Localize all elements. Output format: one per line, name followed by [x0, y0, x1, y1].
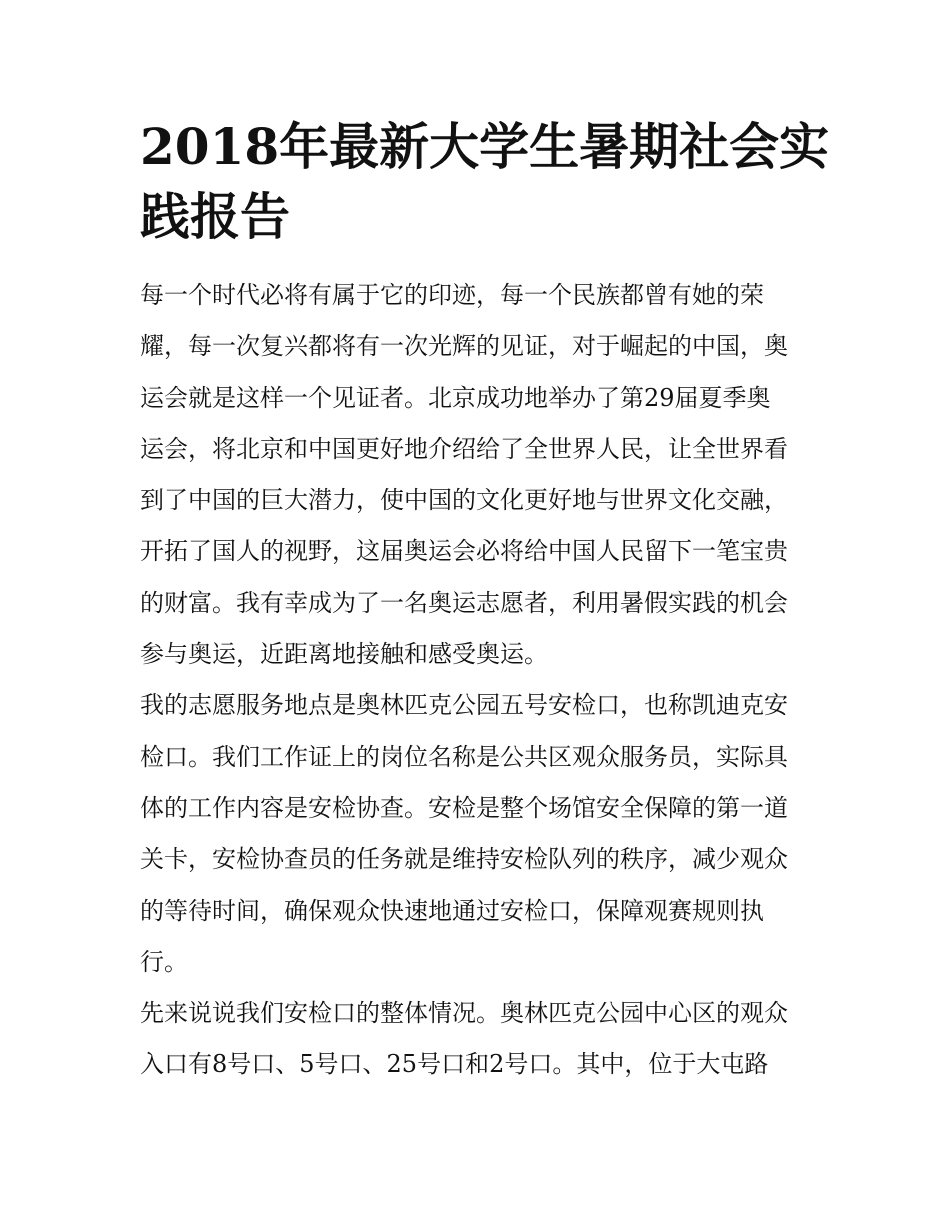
body-line: 运会，将北京和中国更好地介绍给了全世界人民，让全世界看 — [140, 434, 788, 463]
document-body — [140, 270, 812, 1091]
body-line: 耀，每一次复兴都将有一次光辉的见证，对于崛起的中国，奥 — [140, 332, 788, 361]
document-title — [140, 112, 830, 252]
body-line: 到了中国的巨大潜力，使中国的文化更好地与世界文化交融， — [140, 486, 788, 515]
body-line: 我的志愿服务地点是奥林匹克公园五号安检口，也称凯迪克安 — [140, 691, 788, 720]
body-line: 体的工作内容是安检协查。安检是整个场馆安全保障的第一道 — [140, 793, 788, 822]
body-line: 运会就是这样一个见证者。北京成功地举办了第29届夏季奥 — [140, 383, 771, 412]
body-line: 关卡，安检协查员的任务就是维持安检队列的秩序，减少观众 — [140, 845, 788, 874]
title-line: 践报告 — [140, 187, 290, 246]
body-line: 的财富。我有幸成为了一名奥运志愿者，利用暑假实践的机会 — [140, 588, 788, 617]
document-content — [140, 112, 830, 1091]
body-line: 的等待时间，确保观众快速地通过安检口，保障观赛规则执 — [140, 896, 764, 925]
body-line: 先来说说我们安检口的整体情况。奥林匹克公园中心区的观众 — [140, 999, 788, 1028]
body-line: 行。 — [140, 947, 188, 976]
body-line: 检口。我们工作证上的岗位名称是公共区观众服务员，实际具 — [140, 742, 788, 771]
body-line: 入口有8号口、5号口、25号口和2号口。其中，位于大屯路 — [140, 1050, 769, 1079]
body-line: 开拓了国人的视野，这届奥运会必将给中国人民留下一笔宝贵 — [140, 537, 788, 566]
title-line: 2018年最新大学生暑期社会实 — [140, 117, 830, 176]
body-line: 参与奥运，近距离地接触和感受奥运。 — [140, 640, 548, 669]
body-line: 每一个时代必将有属于它的印迹，每一个民族都曾有她的荣 — [140, 281, 764, 309]
